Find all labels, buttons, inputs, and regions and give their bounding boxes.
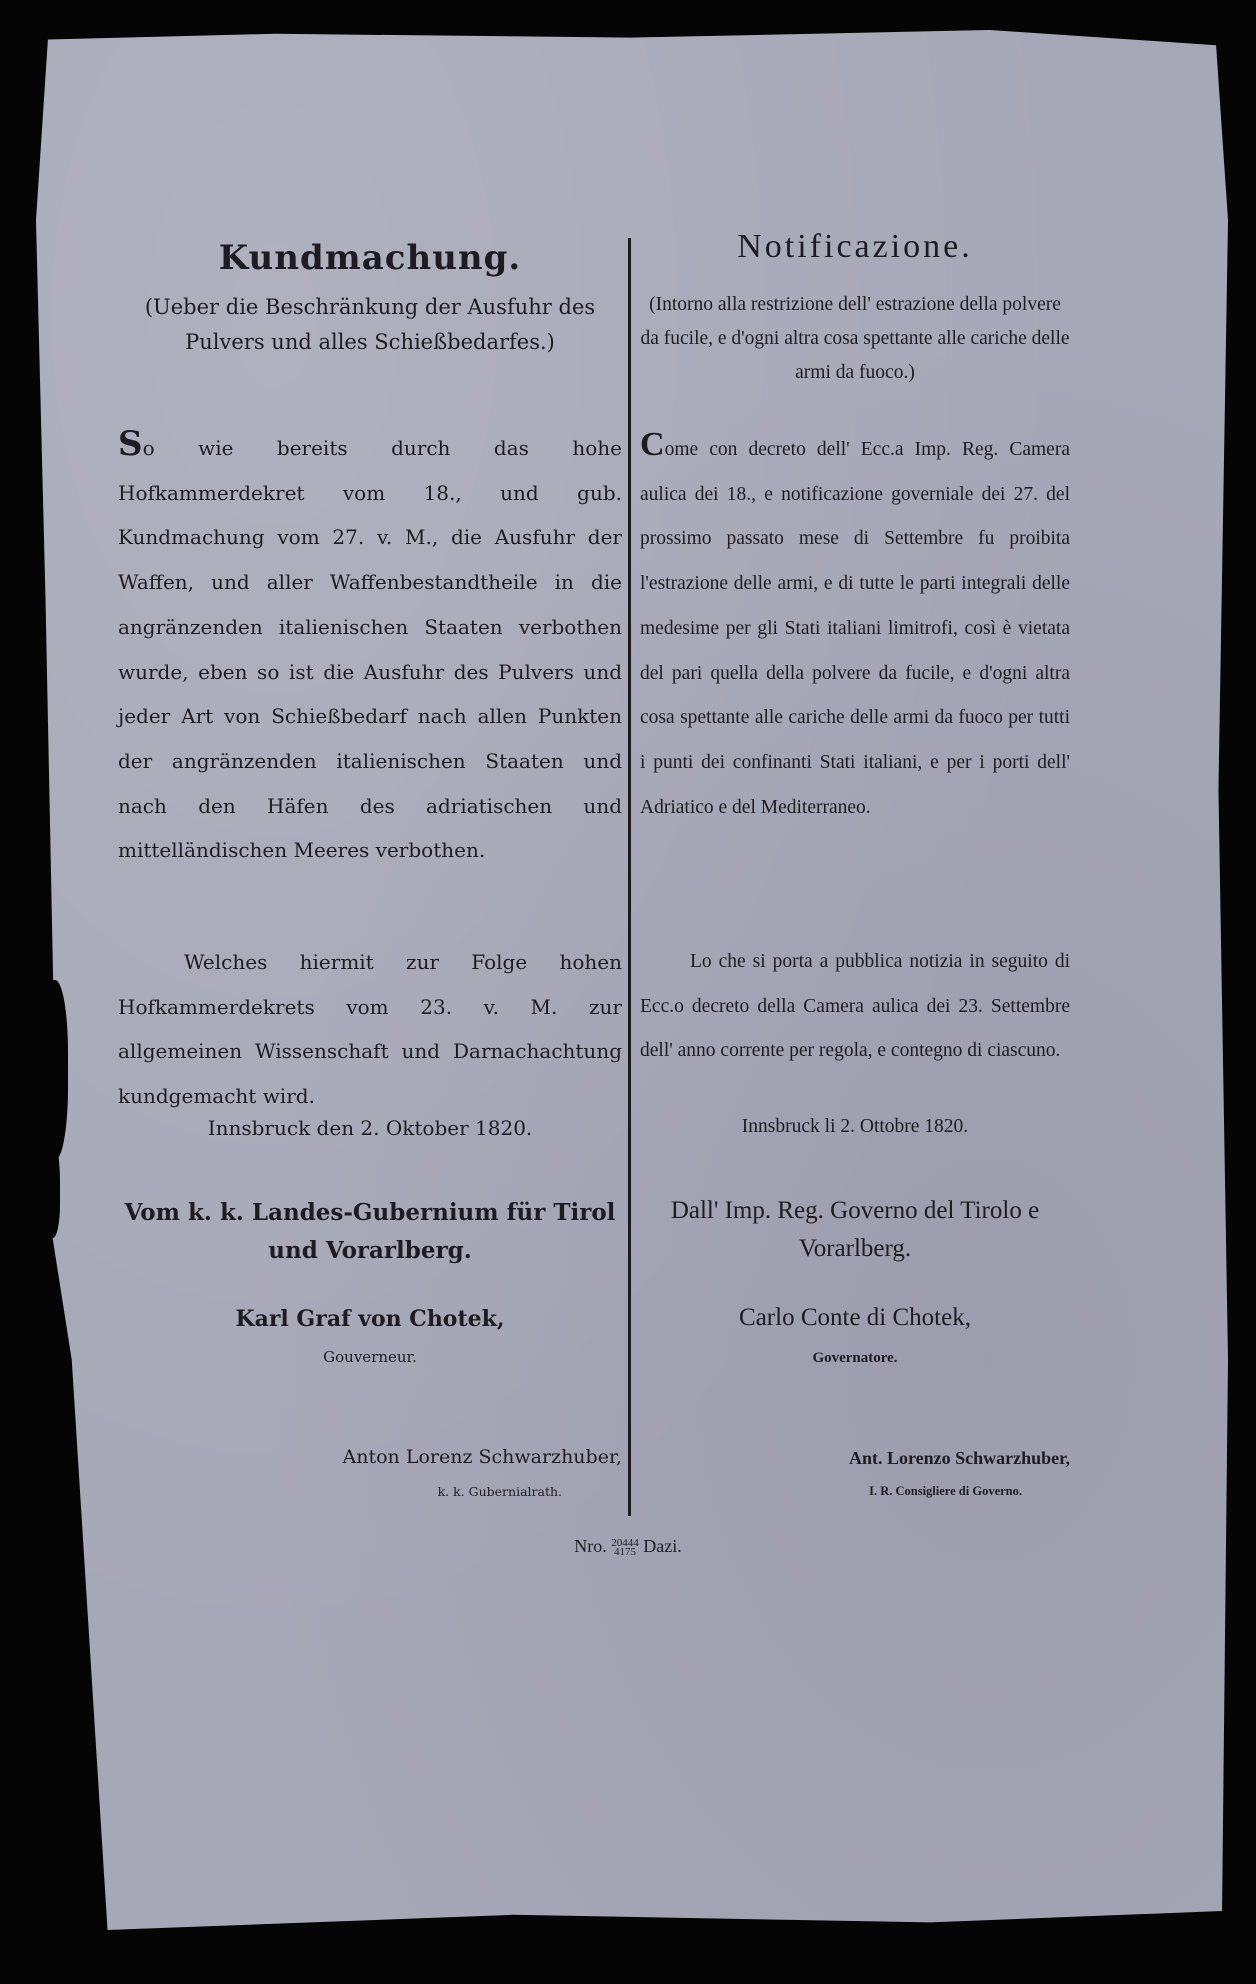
italian-signatory-role: Governatore. [812,1350,898,1366]
german-subtitle: (Ueber die Beschränkung der Ausfuhr des Pulvers und alles Schießbedarfes.) [144,295,596,354]
german-paragraph-1 [118,426,622,873]
german-paragraph-2: Welches hiermit zur Folge hohen Hofkammerdekrets vom 23. v. M. zur allgemeinen Wissenschaft und Darnachachtung kundgemacht wird. [118,950,622,1109]
german-countersignatory-role: k. k. Gubernialrath. [437,1484,562,1499]
german-initial: S [118,424,143,464]
german-date: Innsbruck den 2. Oktober 1820. [207,1116,533,1140]
italian-issuing-office: Dall' Imp. Reg. Governo del Tirolo e Vorarlberg. [670,1197,1040,1262]
italian-initial: C [640,426,665,463]
german-paragraph-1-text: o wie bereits durch das hohe Hofkammerdekret vom 18., und gub. Kundmachung vom 27. v. M., die Ausfuhr der Waffen, und aller Waffenbestandtheile in die angränzenden italienischen Staaten verbothen wurde, eben so ist die Ausfuhr des Pulvers und jeder Art von Schießbedarf nach allen Punkten der angränzenden italienischen Staaten und nach den Häfen des adriatischen und mittelländischen Meeres verbothen. [118,436,622,863]
number-numerator: 20444 [611,1536,639,1549]
column-divider [628,238,631,1516]
italian-paragraph-2: Lo che si porta a pubblica notizia in seguito di Ecc.o decreto della Camera aulica dei 23. Settembre dell' anno corrente per regola, e contegno di ciascuno. [640,951,1070,1062]
paper-damage [36,1128,60,1238]
number-suffix: Dazi. [643,1536,682,1556]
number-fraction [611,1536,639,1558]
italian-title: Notificazione. [737,228,973,265]
italian-signatory: Carlo Conte di Chotek, [739,1304,971,1331]
document-number [0,1536,1256,1557]
german-title: Kundmachung. [218,238,522,278]
german-countersignatory: Anton Lorenz Schwarzhuber, [342,1446,622,1468]
italian-subtitle: (Intorno alla restrizione dell' estrazione della polvere da fucile, e d'ogni altra cosa spettante alle cariche delle armi da fuoco.) [640,294,1070,383]
italian-date: Innsbruck li 2. Ottobre 1820. [741,1116,969,1137]
german-signatory: Karl Graf von Chotek, [235,1306,505,1332]
italian-paragraph-1-text: ome con decreto dell' Ecc.a Imp. Reg. Camera aulica dei 18., e notificazione governiale dei 27. del prossimo passato mese di Settembre fu proibita l'estrazione delle armi, e di tutte le parti integrali delle medesime per gli Stati italiani limitrofi, così è vietata del pari quella della polvere da fucile, e d'ogni altra cosa spettante alle cariche delle armi da fuoco per tutti i punti dei confinanti Stati italiani, e per i porti dell' Adriatico e del Mediterraneo. [640,439,1070,818]
italian-countersignatory-role: I. R. Consigliere di Governo. [869,1484,1022,1498]
italian-paragraph-1 [640,428,1070,830]
german-issuing-office: Vom k. k. Landes-Gubernium für Tirol und Vorarlberg. [124,1199,616,1264]
german-signatory-role: Gouverneur. [323,1348,417,1366]
number-denominator: 4175 [614,1545,636,1558]
number-prefix: Nro. [574,1536,607,1556]
italian-countersignatory: Ant. Lorenzo Schwarzhuber, [848,1448,1070,1468]
